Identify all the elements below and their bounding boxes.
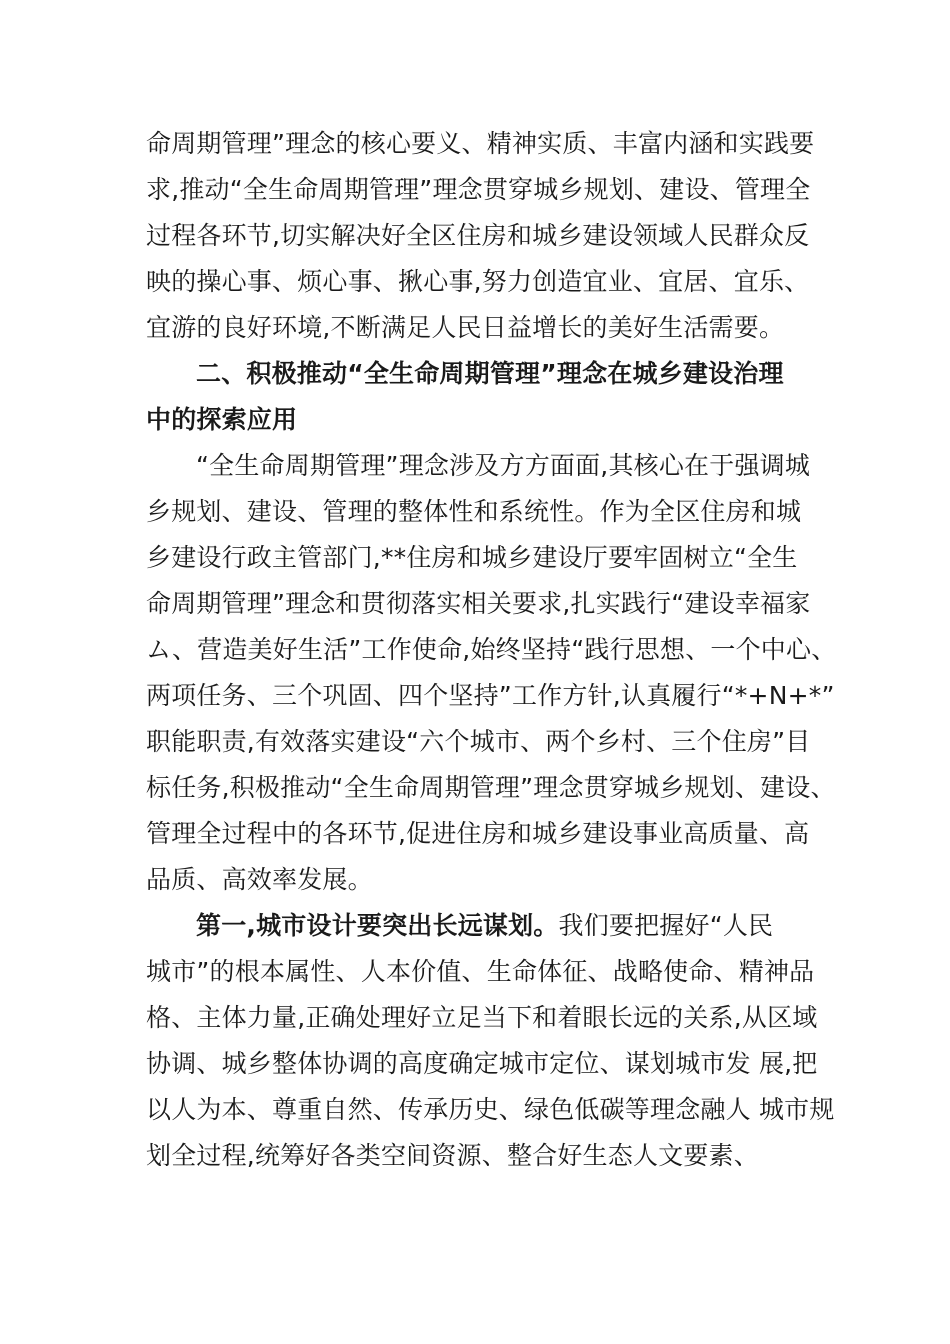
paragraph-2-line-1: “全生命周期管理”理念涉及方方面面,其核心在于强调城 [196,451,811,480]
paragraph-3-lead-bold: 第一,城市设计要突出长远谋划。 [196,911,559,940]
paragraph-3-line-2: 城市”的根本属性、人本价值、生命体征、战略使命、精神品 [146,957,815,986]
paragraph-2-line-9: 管理全过程中的各环节,促进住房和城乡建设事业高质量、高 [146,819,810,848]
paragraph-2-line-6: 两项任务、三个巩固、四个坚持”工作方针,认真履行“*+N+*” [146,681,835,710]
paragraph-3-line-6: 划全过程,统筹好各类空间资源、整合好生态人文要素、 [146,1141,759,1170]
paragraph-1-line-5: 宜游的良好环境,不断满足人民日益增长的美好生活需要。 [146,313,785,342]
paragraph-1-line-3: 过程各环节,切实解决好全区住房和城乡建设领域人民群众反 [146,221,810,250]
paragraph-2-line-8: 标任务,积极推动“全生命周期管理”理念贯穿城乡规划、建设、 [146,773,836,802]
paragraph-2-line-3: 乡建设行政主管部门,**住房和城乡建设厅要牢固树立“全生 [146,543,798,572]
paragraph-2-line-5: ム、营造美好生活”工作使命,始终坚持“践行思想、一个中心、 [146,635,837,664]
section-heading-line-2: 中的探索应用 [146,405,298,434]
paragraph-1-line-4: 映的操心事、烦心事、揪心事,努力创造宜业、宜居、宜乐、 [146,267,810,296]
paragraph-3-line-3: 格、主体力量,正确处理好立足当下和着眼长远的关系,从区域 [146,1003,818,1032]
paragraph-3-line-1 [196,911,773,941]
paragraph-1-line-2: 求,推动“全生命周期管理”理念贯穿城乡规划、建设、管理全 [146,175,811,204]
paragraph-2-line-7: 职能职责,有效落实建设“六个城市、两个乡村、三个住房”目 [146,727,811,756]
paragraph-2-line-10: 品质、高效率发展。 [146,865,373,894]
section-heading-line-1: 二、积极推动“全生命周期管理”理念在城乡建设治理 [196,359,784,388]
paragraph-3-line-4: 协调、城乡整体协调的高度确定城市定位、谋划城市发 展,把 [146,1049,818,1078]
paragraph-2-line-2: 乡规划、建设、管理的整体性和系统性。作为全区住房和城 [146,497,802,526]
paragraph-3-line-5: 以人为本、尊重自然、传承历史、绿色低碳等理念融人 城市规 [146,1095,835,1124]
paragraph-2-line-4: 命周期管理”理念和贯彻落实相关要求,扎实践行“建设幸福家 [146,589,811,618]
paragraph-1-line-1: 命周期管理”理念的核心要义、精神实质、丰富内涵和实践要 [146,129,815,158]
paragraph-3-lead-rest: 我们要把握好“人民 [558,911,774,940]
